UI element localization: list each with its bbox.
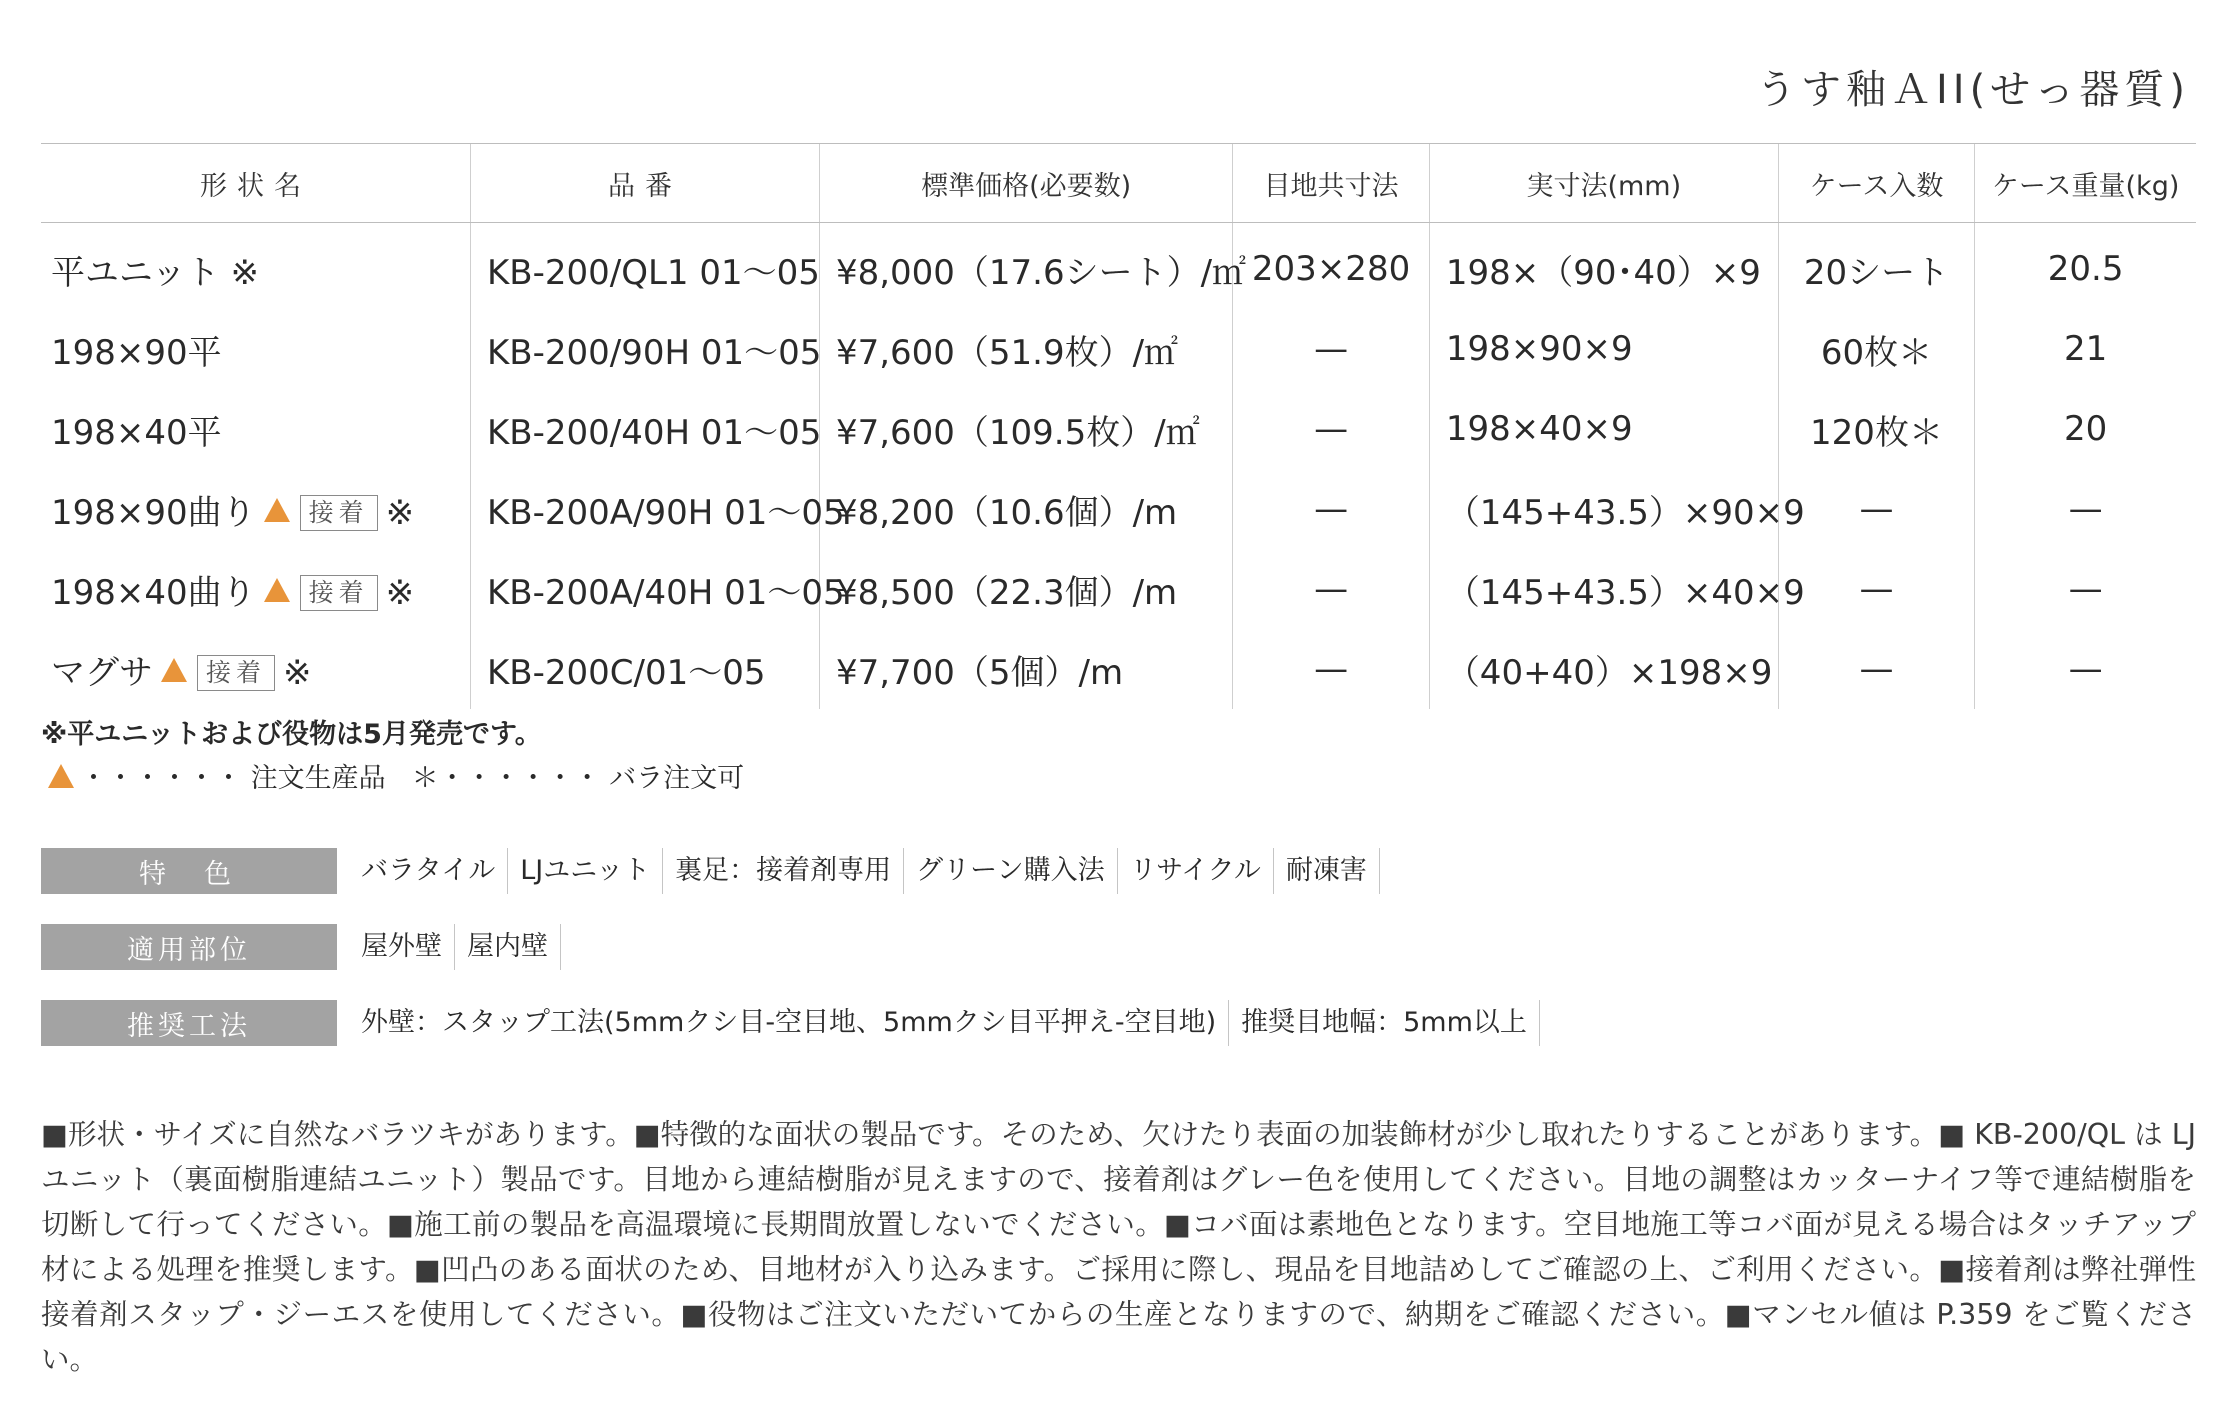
header-actual-size: 実寸法(mm) [1429, 144, 1778, 223]
table-row [41, 629, 2196, 709]
features-values [349, 848, 1380, 894]
attribute-item: 耐凍害 [1274, 848, 1380, 894]
cell-case-weight: 20 [1975, 389, 2196, 469]
features-label: 特色 [41, 848, 337, 894]
attribute-item: 裏足：接着剤専用 [663, 848, 904, 894]
header-product-code: 品番 [470, 144, 819, 223]
application-label: 適用部位 [41, 924, 337, 970]
page-title: うす釉ＡII(せっ器質) [1755, 67, 2190, 113]
shape-name-text: マグサ [51, 652, 153, 693]
legend-loose-order: ＊・・・・・・ バラ注文可 [411, 763, 745, 794]
attribute-item: バラタイル [349, 848, 508, 894]
description-text: ■形状・サイズに自然なバラツキがあります。■特徴的な面状の製品です。そのため、欠けたり表面の加装飾材が少し取れたりすることがあります。■ KB-200/QL は LJ ユニット（裏面樹脂連結ユニット）製品です。目地から連結樹脂が見えますので、接着剤はグレー色を使用してください。目地の調整はカッターナイフ等で連結樹脂を切断して行ってください。■施工前の製品を高温環境に長期間放置しないでください。■コバ面は素地色となります。空目地施工等コバ面が見える場合はタッチアップ材による処理を推奨します。■凹凸のある面状のため、目地材が入り込みます。ご採用に際し、現品を目地詰めしてご確認の上、ご利用ください。■接着剤は弊社弾性接着剤スタップ・ジーエスを使用してください。■役物はご注文いただいてからの生産となりますので、納期をご確認ください。■マンセル値は P.359 をご覧ください。 [41, 1118, 2196, 1376]
cell-joint-size: — [1233, 309, 1429, 389]
table-row [41, 309, 2196, 389]
cell-joint-size: — [1233, 469, 1429, 549]
triangle-icon [48, 764, 74, 788]
cell-case-weight: — [1975, 469, 2196, 549]
legend-order-made: ・・・・・・ 注文生産品 [80, 763, 386, 794]
cell-shape-name [41, 389, 470, 469]
cell-case-quantity: 120枚＊ [1778, 389, 1974, 469]
cell-product-code: KB-200/QL1 01～05 [470, 223, 819, 310]
application-values [349, 924, 561, 970]
cell-shape-name [41, 309, 470, 389]
header-shape-name: 形状名 [41, 144, 470, 223]
note-mark: ※ [385, 572, 415, 613]
table-row [41, 389, 2196, 469]
table-row [41, 549, 2196, 629]
table-header-row [41, 144, 2196, 223]
header-case-weight: ケース重量(kg) [1975, 144, 2196, 223]
cell-price: ¥7,700（5個）/m [819, 629, 1232, 709]
cell-joint-size: — [1233, 629, 1429, 709]
shape-name-text: 平ユニット ※ [51, 252, 259, 293]
cell-case-weight: — [1975, 549, 2196, 629]
cell-price: ¥8,000（17.6シート）/㎡ [819, 223, 1232, 310]
features-row [41, 848, 1380, 894]
cell-joint-size: 203×280 [1233, 223, 1429, 310]
release-note: ※平ユニットおよび役物は5月発売です。 [41, 719, 542, 750]
attribute-item: 外壁：スタップ工法(5mmクシ目-空目地、5mmクシ目平押え-空目地) [349, 1000, 1229, 1046]
adhesive-tag: 接着 [300, 575, 378, 611]
cell-actual-size: 198×40×9 [1429, 389, 1778, 469]
cell-product-code: KB-200A/90H 01～05 [470, 469, 819, 549]
method-values [349, 1000, 1540, 1046]
triangle-icon [161, 658, 187, 682]
cell-shape-name [41, 469, 470, 549]
product-spec-table [41, 143, 2196, 709]
shape-name-text: 198×90平 [51, 332, 222, 373]
legend-note [48, 756, 744, 795]
cell-price: ¥8,200（10.6個）/m [819, 469, 1232, 549]
attribute-item: 屋内壁 [455, 924, 561, 970]
adhesive-tag: 接着 [197, 655, 275, 691]
adhesive-tag: 接着 [300, 495, 378, 531]
cell-actual-size: （145+43.5）×40×9 [1429, 549, 1778, 629]
attribute-item: リサイクル [1118, 848, 1274, 894]
shape-name-text: 198×40曲り [51, 572, 256, 613]
shape-name-text: 198×90曲り [51, 492, 256, 533]
attribute-item: 屋外壁 [349, 924, 455, 970]
cell-case-quantity: 60枚＊ [1778, 309, 1974, 389]
cell-actual-size: 198×90×9 [1429, 309, 1778, 389]
cell-joint-size: — [1233, 549, 1429, 629]
cell-case-quantity: — [1778, 469, 1974, 549]
triangle-icon [264, 578, 290, 602]
note-mark: ※ [283, 652, 312, 693]
cell-case-quantity: — [1778, 629, 1974, 709]
table-row [41, 223, 2196, 310]
cell-actual-size: （40+40）×198×9 [1429, 629, 1778, 709]
cell-price: ¥8,500（22.3個）/m [819, 549, 1232, 629]
cell-joint-size: — [1233, 389, 1429, 469]
shape-name-text: 198×40平 [51, 412, 222, 453]
cell-shape-name [41, 549, 470, 629]
cell-case-quantity: 20シート [1778, 223, 1974, 310]
cell-product-code: KB-200/40H 01～05 [470, 389, 819, 469]
attribute-item: LJユニット [508, 848, 663, 894]
header-case-quantity: ケース入数 [1778, 144, 1974, 223]
application-row [41, 924, 561, 970]
cell-actual-size: （145+43.5）×90×9 [1429, 469, 1778, 549]
note-mark: ※ [385, 492, 415, 533]
cell-case-weight: — [1975, 629, 2196, 709]
product-description [41, 1112, 2196, 1382]
cell-case-weight: 20.5 [1975, 223, 2196, 310]
cell-case-weight: 21 [1975, 309, 2196, 389]
cell-product-code: KB-200/90H 01～05 [470, 309, 819, 389]
header-price: 標準価格(必要数) [819, 144, 1232, 223]
cell-product-code: KB-200C/01～05 [470, 629, 819, 709]
cell-price: ¥7,600（51.9枚）/㎡ [819, 309, 1232, 389]
cell-shape-name [41, 629, 470, 709]
table-row [41, 469, 2196, 549]
attribute-item: グリーン購入法 [904, 848, 1117, 894]
cell-shape-name [41, 223, 470, 310]
triangle-icon [264, 498, 290, 522]
header-joint-size: 目地共寸法 [1233, 144, 1429, 223]
cell-actual-size: 198×（90･40）×9 [1429, 223, 1778, 310]
attribute-item: 推奨目地幅：5mm以上 [1229, 1000, 1540, 1046]
cell-product-code: KB-200A/40H 01～05 [470, 549, 819, 629]
method-row [41, 1000, 1540, 1046]
method-label: 推奨工法 [41, 1000, 337, 1046]
cell-case-quantity: — [1778, 549, 1974, 629]
cell-price: ¥7,600（109.5枚）/㎡ [819, 389, 1232, 469]
